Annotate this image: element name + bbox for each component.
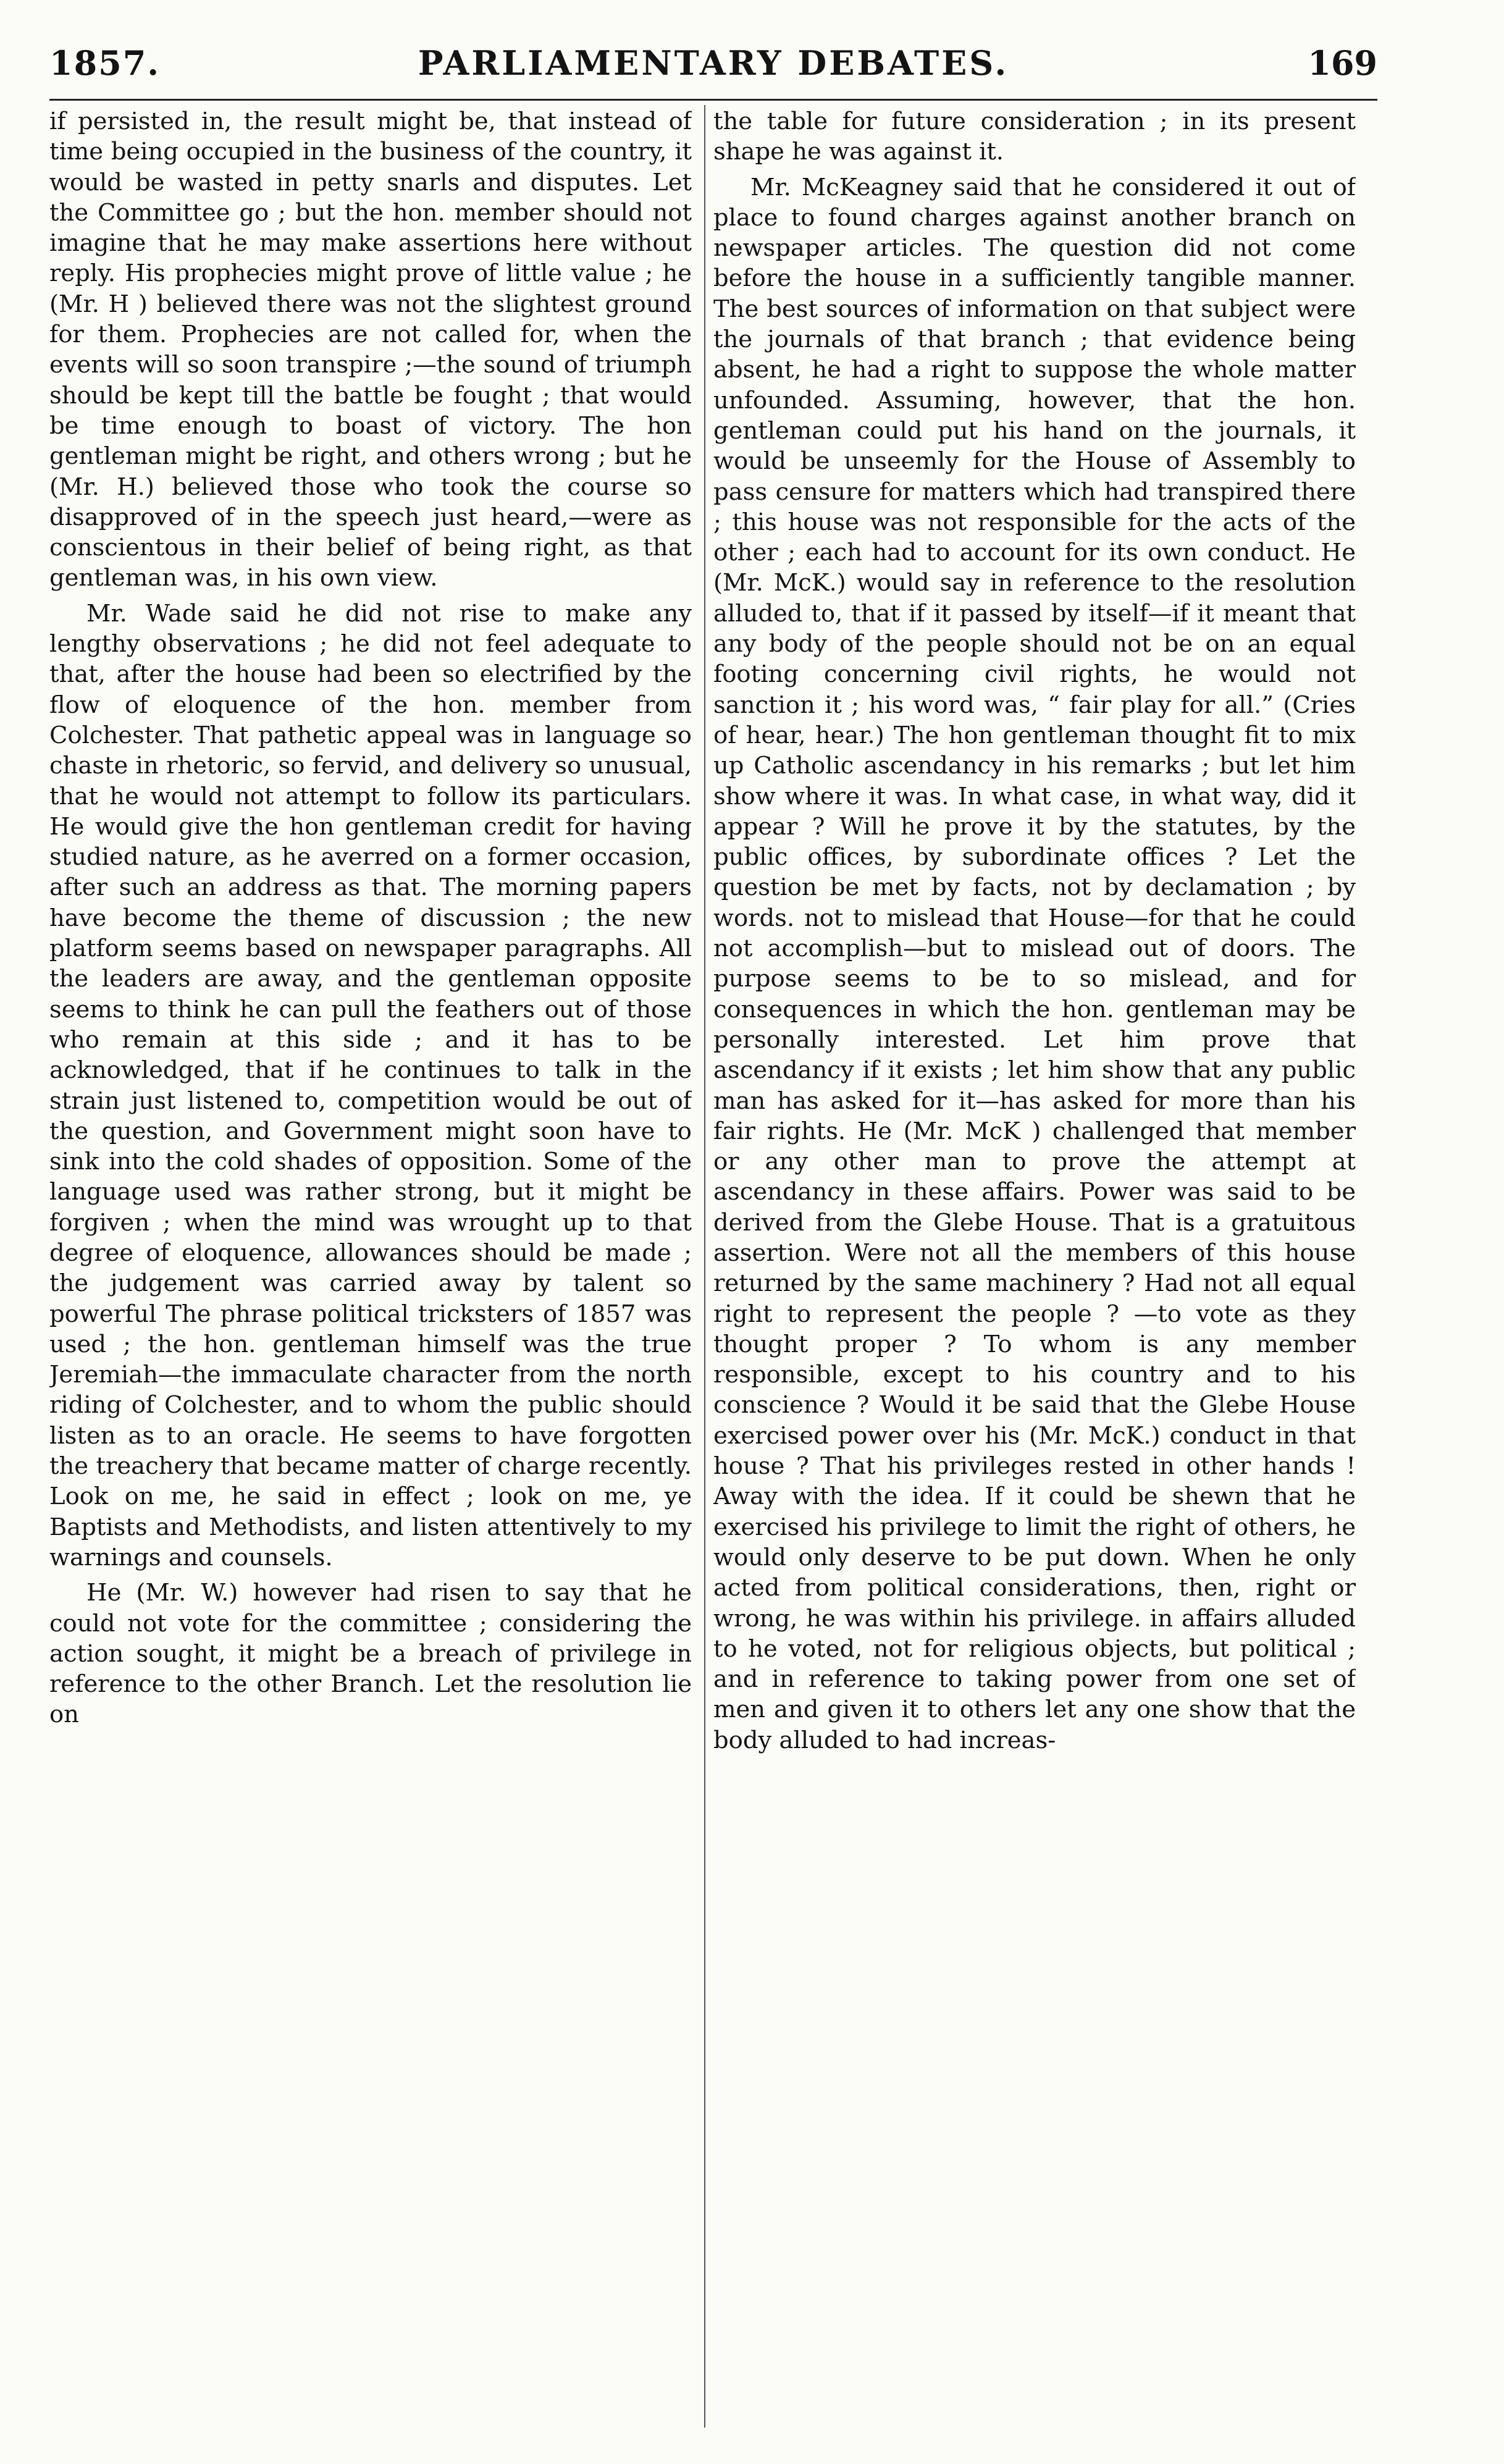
left-paragraph-1: if persisted in, the result might be, that instead of time being occupied in the business of the country, it would be wasted in petty snarls and disputes. Let the Committee go ; but the hon. member should not imagine that he may make assertions here without reply. His prophecies might prove of little value ; he (Mr. H ) believed there was not the slightest ground for them. Prophecies are not called for, when the events will so soon transpire ;—the sound of triumph should be kept till the battle be fought ; that would be time enough to boast of victory. The hon gentleman might be right, and others wrong ; but he (Mr. H.) believed those who took the course so disapproved of in the speech just heard,—were as conscientous in their belief of being right, as that gentleman was, in his own view. bbox=[49, 107, 692, 592]
right-paragraph-2: Mr. McKeagney said that he considered it out of place to found charges against another branch on newspaper articles. The question did not come before the house in a sufficiently tangible manner. The best sources of information on that subject were the journals of that branch ; that evidence being absent, he had a right to suppose the whole matter unfounded. Assuming, however, that the hon. gentleman could put his hand on the journals, it would be unseemly for the House of Assembly to pass censure for matters which had transpired there ; this house was not responsible for the acts of the other ; each had to account for its own conduct. He (Mr. McK.) would say in reference to the resolution alluded to, that if it passed by itself—if it meant that any body of the people should not be on an equal footing concerning civil rights, he would not sanction it ; his word was, “ fair play for all.” (Cries of hear, hear.) The hon gentleman thought fit to mix up Catholic ascendancy in his remarks ; but let him show where it was. In what case, in what way, did it appear ? Will he prove it by the statutes, by the public offices, by subordinate offices ? Let the question be met by facts, not by declamation ; by words. not to mislead that House—for that he could not accomplish—but to mislead out of doors. The purpose seems to be to so mislead, and for consequences in which the hon. gentleman may be personally interested. Let him prove that ascendancy if it exists ; let him show that any public man has asked for it—has asked for more than his fair rights. He (Mr. McK ) challenged that member or any other man to prove the attempt at ascendancy in these affairs. Power was said to be derived from the Glebe House. That is a gratuitous assertion. Were not all the members of this house returned by the same machinery ? Had not all equal right to represent the people ? —to vote as they thought proper ? To whom is any member responsible, except to his country and to his conscience ? Would it be said that the Glebe House exercised power over his (Mr. McK.) conduct in that house ? That his privileges rested in other hands ! Away with the idea. If it could be shewn that he exercised his privilege to limit the right of others, he would only deserve to be put down. When he only acted from political considerations, then, right or wrong, he was within his privilege. in affairs alluded to he voted, not for religious objects, but political ; and in reference to taking power from one set of men and given it to others let any one show that the body alluded to had increas- bbox=[713, 173, 1356, 1754]
header-title: PARLIAMENTARY DEBATES. bbox=[418, 43, 1009, 83]
header-page-number: 169 bbox=[1308, 43, 1377, 83]
column-divider bbox=[704, 105, 705, 2428]
right-column bbox=[713, 106, 1356, 2435]
page-header bbox=[49, 25, 1377, 99]
header-rule bbox=[49, 99, 1377, 101]
header-year: 1857. bbox=[49, 43, 161, 83]
right-paragraph-1: the table for future consideration ; in its present shape he was against it. bbox=[713, 107, 1356, 166]
left-paragraph-3: He (Mr. W.) however had risen to say that he could not vote for the committee ; considering the action sought, it might be a breach of privilege in reference to the other Branch. Let the resolution lie on bbox=[49, 1579, 692, 1729]
left-column bbox=[49, 106, 692, 2435]
left-paragraph-2: Mr. Wade said he did not rise to make any lengthy observations ; he did not feel adequate to that, after the house had been so electrified by the flow of eloquence of the hon. member from Colchester. That pathetic appeal was in language so chaste in rhetoric, so fervid, and delivery so unusual, that he would not attempt to follow its particulars. He would give the hon gentleman credit for having studied nature, as he averred on a former occasion, after such an address as that. The morning papers have become the theme of discussion ; the new platform seems based on newspaper paragraphs. All the leaders are away, and the gentleman opposite seems to think he can pull the feathers out of those who remain at this side ; and it has to be acknowledged, that if he continues to talk in the strain just listened to, competition would be out of the question, and Government might soon have to sink into the cold shades of opposition. Some of the language used was rather strong, but it might be forgiven ; when the mind was wrought up to that degree of eloquence, allowances should be made ; the judgement was carried away by talent so powerful The phrase political tricksters of 1857 was used ; the hon. gentleman himself was the true Jeremiah—the immaculate character from the north riding of Colchester, and to whom the public should listen as to an oracle. He seems to have forgotten the treachery that became matter of charge recently. Look on me, he said in effect ; look on me, ye Baptists and Methodists, and listen attentively to my warnings and counsels. bbox=[49, 599, 692, 1571]
